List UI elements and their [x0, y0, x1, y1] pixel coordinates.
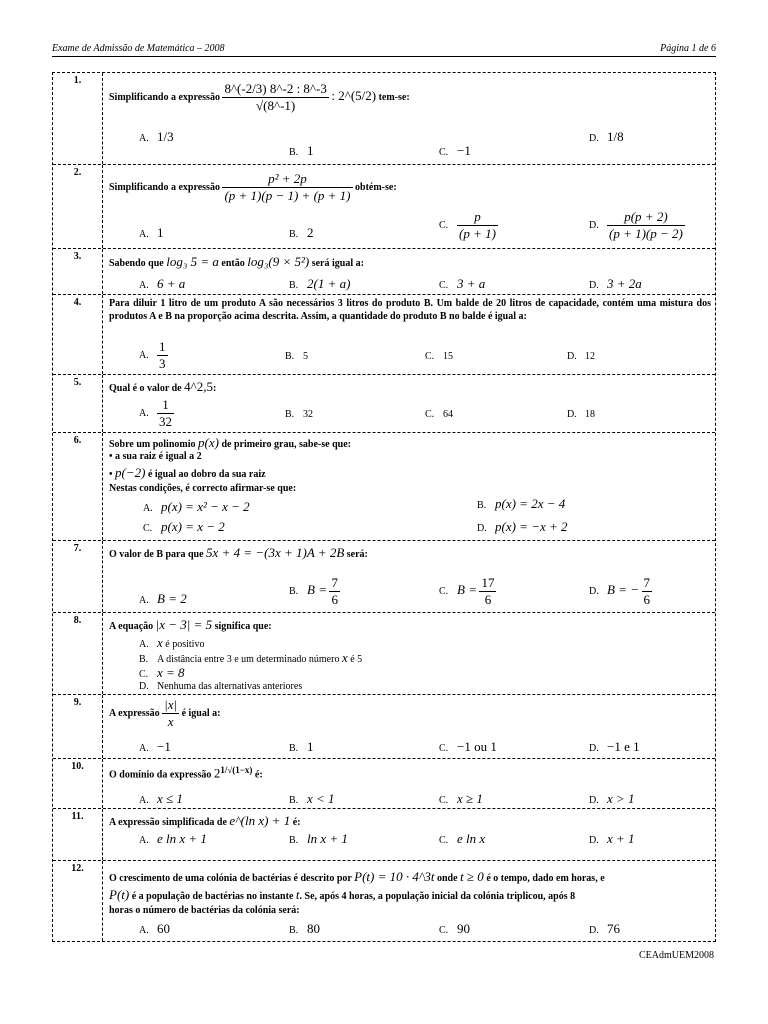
question-3: [53, 249, 715, 295]
question-number: 11.: [53, 809, 103, 860]
q11-expression: e^(ln x) + 1: [229, 813, 291, 828]
question-text-line2: [109, 887, 575, 903]
q1-expression: [222, 81, 328, 114]
option-letter: A.: [139, 349, 149, 361]
option-value: ln x + 1: [307, 831, 348, 846]
question-7: [53, 541, 715, 613]
option-b[interactable]: [289, 831, 348, 847]
option-letter: A.: [139, 229, 149, 240]
q3-condition: log₃ 5 = a: [166, 254, 219, 269]
q-prefix: Simplificando a expressão: [109, 91, 220, 103]
page-footer: CEAdmUEM2008: [639, 950, 714, 961]
option-value: é positivo: [165, 639, 205, 650]
frac-den: 6: [331, 592, 338, 607]
option-d[interactable]: [589, 209, 685, 242]
frac-den: 3: [159, 356, 166, 371]
option-value: 1: [307, 143, 314, 158]
option-letter: B.: [289, 925, 299, 936]
option-d[interactable]: [589, 276, 642, 292]
option-letter: A.: [139, 743, 149, 754]
question-text: [109, 813, 301, 829]
q-text: é a população de bactérias no instante: [131, 891, 294, 902]
q-prefix: Sobre um polinomio: [109, 439, 196, 450]
option-letter: B.: [289, 795, 299, 806]
q9-expression: [162, 697, 179, 730]
frac-den: x: [167, 714, 174, 729]
option-c[interactable]: [439, 209, 498, 242]
option-value: p(x) = x − 2: [161, 519, 225, 534]
option-letter: D.: [589, 795, 599, 806]
q-text: O crescimento de uma colónia de bactérias é descrito por: [109, 873, 352, 884]
question-bullet-1: • a sua raiz é igual a 2: [109, 451, 202, 462]
question-text-line4: Nestas condições, é correcto afirmar-se que:: [109, 483, 297, 494]
option-c[interactable]: [439, 143, 471, 159]
question-5: [53, 375, 715, 433]
option-d[interactable]: [589, 921, 620, 937]
option-letter: C.: [439, 835, 449, 846]
question-6: [53, 433, 715, 541]
question-text-line1: [109, 435, 351, 451]
q7-equation: 5x + 4 = −(3x + 1)A + 2B: [206, 545, 345, 560]
question-number: 6.: [53, 433, 103, 540]
option-letter: C.: [439, 219, 449, 231]
option-letter: D.: [477, 523, 487, 534]
q5-expression: 4^2,5: [184, 379, 213, 394]
page-header: [52, 43, 716, 54]
question-number: 10.: [53, 759, 103, 808]
exam-title: Exame de Admissão de Matemática – 2008: [52, 43, 225, 54]
option-b[interactable]: [289, 575, 340, 608]
option-letter: D.: [139, 681, 149, 692]
question-table: [52, 72, 716, 942]
q-suffix: será igual a:: [311, 258, 364, 269]
q-suffix: tem-se:: [378, 91, 410, 103]
option-value: x = 8: [157, 665, 185, 680]
option-value: 80: [307, 921, 320, 936]
option-a[interactable]: [143, 499, 250, 515]
option-value: x > 1: [607, 791, 635, 806]
frac-num: p² + 2p: [222, 171, 352, 188]
option-value: −1: [157, 739, 171, 754]
frac-den: 6: [643, 592, 650, 607]
option-letter: D.: [589, 219, 599, 231]
option-letter: B.: [289, 280, 299, 291]
option-c[interactable]: [439, 831, 485, 847]
option-expr: x: [341, 650, 348, 665]
frac-num: p(p + 2): [607, 209, 685, 226]
option-letter: B.: [289, 229, 299, 240]
option-letter: D.: [589, 585, 599, 597]
q-suffix: significa que:: [214, 621, 272, 632]
option-letter: A.: [139, 280, 149, 291]
option-letter: C.: [439, 925, 449, 936]
option-d[interactable]: [567, 409, 595, 420]
question-number: 7.: [53, 541, 103, 612]
option-letter: B.: [285, 351, 295, 362]
option-value: 32: [303, 409, 313, 420]
question-12: [53, 861, 715, 941]
option-letter: B.: [289, 147, 299, 158]
time-symbol: t: [295, 887, 300, 902]
option-a[interactable]: [139, 397, 174, 430]
option-value: 2: [307, 225, 314, 240]
bullet-expr: p(−2): [115, 465, 146, 480]
time-condition: t ≥ 0: [460, 869, 484, 884]
option-c[interactable]: [439, 276, 485, 292]
option-value: 2(1 + a): [307, 276, 351, 291]
option-letter: D.: [589, 835, 599, 846]
frac-den: 6: [484, 592, 492, 607]
option-value: 15: [443, 351, 453, 362]
option-letter: D.: [589, 133, 599, 144]
option-value: 3 + a: [457, 276, 486, 291]
q-text: . Se, após 4 horas, a população inicial da colónia triplicou, após 8: [299, 891, 576, 902]
option-a[interactable]: [139, 921, 170, 937]
frac-den: √(8^-1): [256, 98, 296, 113]
option-a[interactable]: [139, 739, 171, 755]
option-value: p(x) = −x + 2: [495, 519, 568, 534]
question-number: 5.: [53, 375, 103, 432]
frac-num: 7: [331, 575, 338, 590]
q-prefix: A equação: [109, 621, 154, 632]
q6-polynomial: p(x): [198, 435, 219, 450]
option-letter: A.: [139, 835, 149, 846]
question-text: [109, 697, 220, 730]
option-a[interactable]: [139, 339, 168, 372]
option-a[interactable]: [139, 591, 187, 607]
option-value: A distância entre 3 e um determinado número: [157, 654, 340, 665]
option-value: p(x) = 2x − 4: [495, 496, 566, 511]
bullet-text: é igual ao dobro da sua raiz: [147, 469, 266, 480]
question-2: [53, 165, 715, 249]
option-value: −1: [457, 143, 471, 158]
option-b[interactable]: [139, 650, 362, 666]
option-letter: A.: [143, 503, 153, 514]
question-11: [53, 809, 715, 861]
q-suffix: é:: [254, 769, 263, 781]
option-c[interactable]: [439, 921, 470, 937]
option-letter: A.: [139, 639, 149, 650]
question-number: 4.: [53, 295, 103, 374]
option-b[interactable]: [285, 409, 313, 420]
option-a[interactable]: [139, 276, 185, 292]
q-suffix: é igual a:: [181, 707, 221, 719]
option-letter: C.: [439, 147, 449, 158]
option-letter: A.: [139, 595, 149, 606]
option-letter: A.: [139, 795, 149, 806]
option-value: 12: [585, 351, 595, 362]
option-value: 76: [607, 921, 620, 936]
option-b[interactable]: [289, 225, 314, 241]
option-c[interactable]: [439, 575, 496, 608]
option-prefix: B =: [457, 581, 477, 597]
option-letter: D.: [567, 351, 577, 362]
frac-num: 7: [643, 575, 650, 590]
q-suffix: é:: [292, 817, 301, 828]
question-text: [109, 617, 272, 633]
option-prefix: B = −: [607, 581, 639, 597]
option-value: x ≥ 1: [457, 791, 483, 806]
option-value: e ln x + 1: [157, 831, 207, 846]
option-letter: A.: [139, 925, 149, 936]
option-a[interactable]: [139, 225, 164, 241]
option-c[interactable]: [425, 351, 453, 362]
growth-formula: P(t) = 10 · 4^3t: [354, 869, 435, 884]
option-letter: B.: [289, 743, 299, 754]
expr-base: 2: [213, 765, 221, 781]
option-letter: C.: [439, 585, 449, 597]
option-value: −1 ou 1: [457, 739, 497, 754]
population-symbol: P(t): [109, 887, 130, 902]
option-value: 3 + 2a: [607, 276, 642, 291]
option-letter: B.: [477, 500, 487, 511]
question-number: 1.: [53, 73, 103, 164]
option-value: x ≤ 1: [157, 791, 183, 806]
option-letter: C.: [425, 409, 435, 420]
option-letter: A.: [139, 407, 149, 419]
question-text: [109, 379, 216, 395]
option-b[interactable]: [285, 351, 308, 362]
option-letter: C.: [143, 523, 153, 534]
q-prefix: A expressão simplificada de: [109, 817, 227, 828]
option-c[interactable]: [139, 665, 185, 681]
q3-expression: log₃(9 × 5²): [247, 254, 310, 269]
option-value: 90: [457, 921, 470, 936]
question-8: [53, 613, 715, 695]
question-10: [53, 759, 715, 809]
option-letter: A.: [139, 133, 149, 144]
option-b[interactable]: [289, 143, 314, 159]
option-value: 1: [157, 225, 164, 240]
option-value: 1: [307, 739, 314, 754]
option-value: B = 2: [157, 591, 187, 606]
option-value: e ln x: [457, 831, 486, 846]
option-letter: D.: [567, 409, 577, 420]
option-value: 5: [303, 351, 308, 362]
option-d[interactable]: [589, 831, 635, 847]
frac-den: (p + 1): [459, 226, 496, 241]
frac-num: p: [457, 209, 498, 226]
option-tail: é 5: [350, 654, 363, 665]
q-suffix: obtém-se:: [355, 181, 397, 193]
option-letter: C.: [439, 795, 449, 806]
option-letter: B.: [139, 654, 149, 665]
option-c[interactable]: [143, 519, 225, 535]
option-b[interactable]: [289, 921, 320, 937]
q-prefix: A expressão: [109, 707, 160, 719]
question-number: 2.: [53, 165, 103, 248]
option-letter: D.: [589, 925, 599, 936]
option-expr: x: [157, 635, 163, 650]
option-value: 1/8: [607, 129, 624, 144]
option-c[interactable]: [439, 791, 483, 807]
q-suffix: :: [212, 383, 217, 394]
q-prefix: Sabendo que: [109, 258, 164, 269]
option-value: p(x) = x² − x − 2: [161, 499, 250, 514]
option-value: Nenhuma das alternativas anteriores: [157, 681, 303, 692]
option-letter: C.: [439, 280, 449, 291]
option-letter: C.: [139, 669, 149, 680]
option-d[interactable]: [139, 681, 302, 692]
option-a[interactable]: [139, 129, 174, 145]
q-text: onde: [437, 873, 458, 884]
frac-num: 1: [159, 339, 166, 354]
frac-den: (p + 1)(p − 1) + (p + 1): [224, 188, 351, 203]
option-value: 60: [157, 921, 170, 936]
question-text: [109, 545, 368, 561]
frac-num: 17: [481, 575, 495, 590]
q-suffix: de primeiro grau, sabe-se que:: [221, 439, 351, 450]
question-number: 8.: [53, 613, 103, 694]
question-number: 12.: [53, 861, 103, 941]
question-text: [109, 254, 364, 270]
q-text: é o tempo, dado em horas, e: [486, 873, 605, 884]
expr-exponent: 1/√(1−x): [220, 765, 253, 775]
option-d[interactable]: [477, 519, 568, 535]
option-c[interactable]: [425, 409, 453, 420]
option-b[interactable]: [289, 276, 350, 292]
question-1: [53, 73, 715, 165]
question-4: [53, 295, 715, 375]
option-d[interactable]: [567, 351, 595, 362]
option-value: 18: [585, 409, 595, 420]
option-a[interactable]: [139, 635, 204, 651]
option-value: 64: [443, 409, 453, 420]
q-prefix: O domínio da expressão: [109, 769, 212, 781]
option-a[interactable]: [139, 831, 207, 847]
q-prefix: Simplificando a expressão: [109, 181, 220, 193]
option-b[interactable]: [477, 496, 565, 512]
option-letter: C.: [439, 743, 449, 754]
question-text: [109, 81, 410, 114]
frac-num: 1: [157, 397, 174, 414]
q-mid: então: [221, 258, 245, 269]
option-letter: D.: [589, 743, 599, 754]
question-text-line3: horas o número de bactérias da colónia será:: [109, 905, 300, 916]
frac-den: 32: [159, 414, 172, 429]
option-value: 1/3: [157, 129, 174, 144]
question-number: 3.: [53, 249, 103, 294]
option-letter: D.: [589, 280, 599, 291]
option-a[interactable]: [139, 791, 183, 807]
bullet-text: a sua raiz é igual a 2: [115, 451, 202, 462]
q-suffix: será:: [346, 549, 368, 560]
option-letter: B.: [289, 835, 299, 846]
option-letter: B.: [285, 409, 295, 420]
q2-expression: [222, 171, 352, 204]
frac-den: (p + 1)(p − 2): [609, 226, 683, 241]
q-prefix: Qual é o valor de: [109, 383, 182, 394]
option-d[interactable]: [589, 575, 652, 608]
option-value: x < 1: [307, 791, 335, 806]
option-letter: B.: [289, 585, 299, 597]
question-bullet-2: • p(−2) é igual ao dobro da sua raiz: [109, 465, 266, 480]
expr-tail: : 2^(5/2): [331, 87, 377, 103]
option-letter: C.: [425, 351, 435, 362]
option-b[interactable]: [289, 791, 335, 807]
option-value: 6 + a: [157, 276, 186, 291]
question-text: [109, 171, 397, 204]
option-value: x + 1: [607, 831, 635, 846]
question-text: [109, 765, 263, 781]
option-d[interactable]: [589, 739, 640, 755]
option-prefix: B =: [307, 581, 327, 597]
option-d[interactable]: [589, 129, 624, 145]
option-c[interactable]: [439, 739, 497, 755]
frac-num: 8^(-2/3) 8^-2 : 8^-3: [224, 81, 327, 96]
frac-num: |x|: [164, 697, 178, 712]
q-prefix: O valor de B para que: [109, 549, 204, 560]
question-9: [53, 695, 715, 759]
question-text-line1: [109, 869, 605, 885]
page-number: Página 1 de 6: [660, 43, 716, 54]
question-number: 9.: [53, 695, 103, 758]
option-b[interactable]: [289, 739, 314, 755]
option-d[interactable]: [589, 791, 635, 807]
question-text: Para diluir 1 litro de um produto A são necessários 3 litros do produto B. Um balde de 20 litros de capacidade, contém uma mistura dos produtos A e B na proporção acima descrita. Assim, a quantidade do produto B no balde é igual a:: [109, 298, 711, 322]
header-rule: [52, 56, 716, 57]
q8-equation: |x − 3| = 5: [155, 617, 213, 632]
option-value: −1 e 1: [607, 739, 640, 754]
